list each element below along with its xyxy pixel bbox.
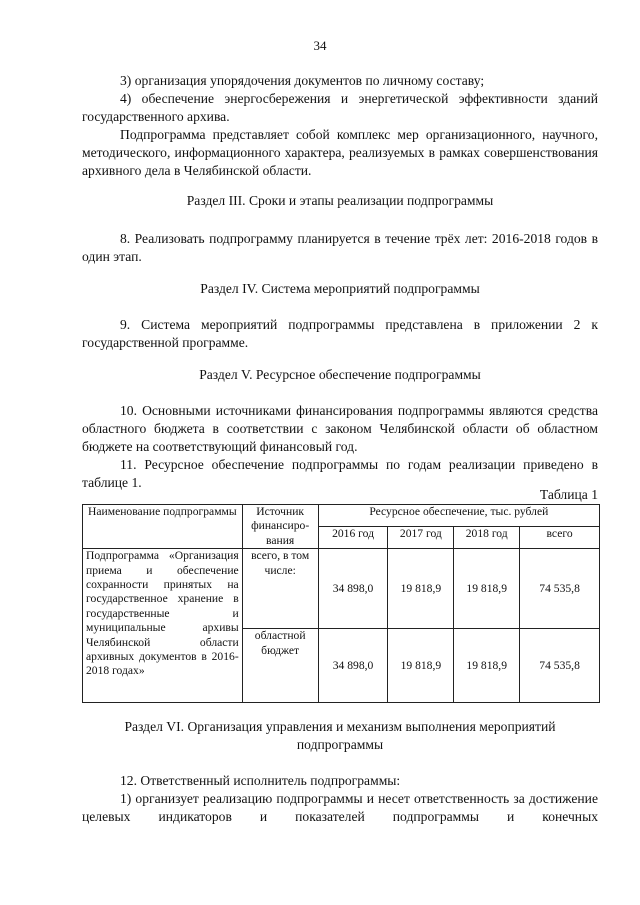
header-source: Источник финансиро-вания <box>242 505 318 549</box>
header-total: всего <box>520 527 600 549</box>
table-row <box>83 549 600 629</box>
list-item-3: 3) организация упорядочения документов по личному составу; <box>120 73 485 88</box>
program-name-cell <box>83 549 243 703</box>
list-item-4: 4) обеспечение энергосбережения и энергетической эффективности зданий государственного архива. <box>82 91 598 124</box>
value-cell: 19 818,9 <box>388 549 454 629</box>
program-name: Подпрограмма «Организация приема и обеспечение сохранности принятых на государственное хранение в государственные и муниципальные архивы Челябинской области архивных документов в 2016-2018 годах» <box>86 549 239 678</box>
section-3-heading: Раздел III. Сроки и этапы реализации подпрограммы <box>186 193 494 208</box>
header-resources: Ресурсное обеспечение, тыс. рублей <box>318 505 599 527</box>
table-header-row <box>83 505 600 527</box>
header-name: Наименование подпрограммы <box>83 505 243 549</box>
paragraph-12-item-1: 1) организует реализацию подпрограммы и несет ответственность за достижение целевых индикаторов и показателей подпрограммы и конечных <box>82 791 598 824</box>
table-caption: Таблица 1 <box>539 487 598 502</box>
value-cell: 19 818,9 <box>454 629 520 703</box>
value-cell: 34 898,0 <box>318 629 388 703</box>
section-5-heading: Раздел V. Ресурсное обеспечение подпрограммы <box>199 367 481 382</box>
page-number: 34 <box>313 38 327 53</box>
subprogram-description: Подпрограмма представляет собой комплекс мер организационного, научного, методического, информационного характера, реализуемых в рамках совершенствования архивного дела в Челябинской области. <box>82 127 598 178</box>
header-year-2016: 2016 год <box>318 527 388 549</box>
value-cell: 19 818,9 <box>454 549 520 629</box>
section-6-heading: Раздел VI. Организация управления и механизм выполнения мероприятий подпрограммы <box>124 719 556 752</box>
value-cell: 74 535,8 <box>520 549 600 629</box>
header-year-2018: 2018 год <box>454 527 520 549</box>
paragraph-11: 11. Ресурсное обеспечение подпрограммы по годам реализации приведено в таблице 1. <box>82 457 598 490</box>
paragraph-9: 9. Система мероприятий подпрограммы представлена в приложении 2 к государственной программе. <box>82 317 598 350</box>
section-4-heading: Раздел IV. Система мероприятий подпрограммы <box>200 281 480 296</box>
paragraph-12: 12. Ответственный исполнитель подпрограммы: <box>120 773 401 788</box>
header-year-2017: 2017 год <box>388 527 454 549</box>
value-cell: 19 818,9 <box>388 629 454 703</box>
paragraph-10: 10. Основными источниками финансирования подпрограммы являются средства областного бюджета в соответствии с законом Челябинской области об областном бюджете на соответствующий финансовый год. <box>82 403 598 454</box>
paragraph-8: 8. Реализовать подпрограмму планируется в течение трёх лет: 2016-2018 годов в один этап. <box>82 231 598 264</box>
value-cell: 74 535,8 <box>520 629 600 703</box>
source-cell: областной бюджет <box>242 629 318 703</box>
value-cell: 34 898,0 <box>318 549 388 629</box>
resource-table <box>82 504 600 703</box>
source-cell: всего, в том числе: <box>242 549 318 629</box>
